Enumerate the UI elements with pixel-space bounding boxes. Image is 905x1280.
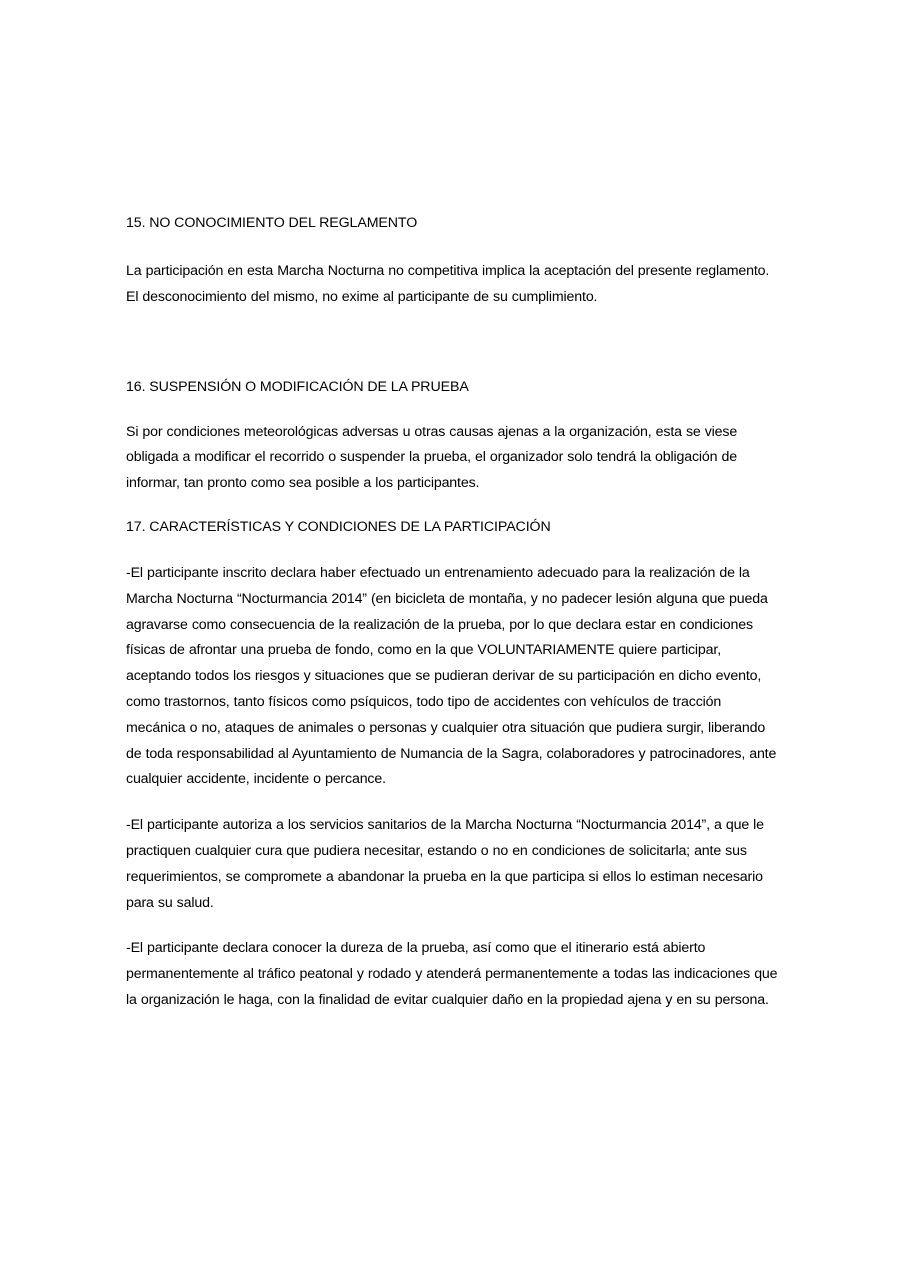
document-page [126, 210, 781, 1014]
section-15-paragraph: La participación en esta Marcha Nocturna no competitiva implica la aceptación del presente reglamento. El desconocimiento del mismo, no exime al participante de su cumplimiento. [126, 263, 770, 305]
section-17-paragraph-2: -El participante autoriza a los servicios sanitarios de la Marcha Nocturna “Nocturmancia 2014”, a que le practiquen cualquier cura que pudiera necesitar, estando o no en condiciones de solicitarla; ante sus requerimientos, se compromete a abandonar la prueba en la que participa si ellos lo estiman necesario para su salud. [126, 817, 764, 911]
section-17-paragraph-1: -El participante inscrito declara haber efectuado un entrenamiento adecuado para la realización de la Marcha Nocturna “Nocturmancia 2014” (en bicicleta de montaña, y no padecer lesión alguna que pueda agravarse como consecuencia de la realización de la prueba, por lo que declara estar en condiciones físicas de afrontar una prueba de fondo, como en la que VOLUNTARIAMENTE quiere participar, aceptando todos los riesgos y situaciones que se pudieran derivar de su participación en dicho evento, como trastornos, tanto físicos como psíquicos, todo tipo de accidentes con vehículos de tracción mecánica o no, ataques de animales o personas y cualquier otra situación que pudiera surgir, liberando de toda responsabilidad al Ayuntamiento de Numancia de la Sagra, colaboradores y patrocinadores, ante cualquier accidente, incidente o percance. [126, 564, 777, 788]
section-15-heading: 15. NO CONOCIMIENTO DEL REGLAMENTO [126, 215, 418, 231]
section-16-heading: 16. SUSPENSIÓN O MODIFICACIÓN DE LA PRUEBA [126, 378, 469, 395]
section-17-heading: 17. CARACTERÍSTICAS Y CONDICIONES DE LA PARTICIPACIÓN [126, 518, 551, 535]
section-16-paragraph: Si por condiciones meteorológicas adversas u otras causas ajenas a la organización, esta se viese obligada a modificar el recorrido o suspender la prueba, el organizador solo tendrá la obligación de informar, tan pronto como sea posible a los participantes. [126, 423, 738, 492]
section-17-paragraph-3: -El participante declara conocer la dureza de la prueba, así como que el itinerario está abierto permanentemente al tráfico peatonal y rodado y atenderá permanentemente a todas las indicaciones que la organización le haga, con la finalidad de evitar cualquier daño en la propiedad ajena y en su persona. [126, 940, 778, 1008]
